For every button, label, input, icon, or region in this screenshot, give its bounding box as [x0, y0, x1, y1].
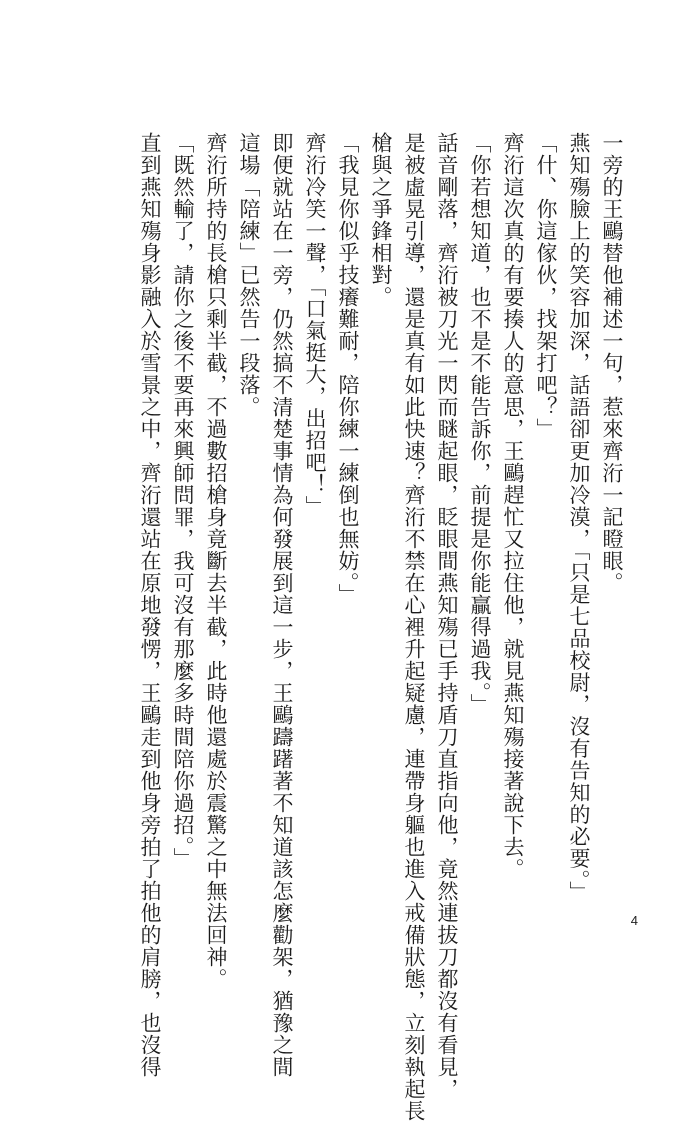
- text-column-12: 這場「陪練」已然告一段落。: [237, 132, 261, 418]
- text-column-2: 燕知殤臉上的笑容加深，話語卻更加冷漠，「只是七品校尉，沒有告知的必要。」: [567, 132, 591, 903]
- text-column-1: 一旁的王鷗替他補述一句，惹來齊洐一記瞪眼。: [600, 132, 624, 594]
- text-column-5: 「你若想知道，也不是不能告訴你，前提是你能贏得過我。」: [468, 132, 492, 716]
- text-column-4: 齊洐這次真的有要揍人的意思，王鷗趕忙又拉住他，就見燕知殤接著說下去。: [501, 132, 525, 880]
- page-number: 4: [630, 913, 638, 928]
- text-column-7: 是被虛晃引導，還是真有如此快速？齊洐不禁在心裡升起疑慮，連帶身軀也進入戒備狀態，立刻執起長: [402, 132, 426, 1122]
- text-column-6: 話音剛落，齊洐被刀光一閃而瞇起眼，眨眼間燕知殤已手持盾刀直指向他，竟然連拔刀都沒有看見，: [435, 132, 459, 1100]
- text-column-11: 即便就站在一旁，仍然搞不清楚事情為何發展到這一步，王鷗躊躇著不知道該怎麼勸架，猶豫之間: [270, 132, 294, 1078]
- body-text: [133, 132, 628, 1122]
- text-column-15: 直到燕知殤身影融入於雪景之中，齊洐還站在原地發愣，王鷗走到他身旁拍了拍他的肩膀，也沒得: [138, 132, 162, 1078]
- text-column-14: 「既然輸了，請你之後不要再來興師問罪，我可沒有那麼多時間陪你過招。」: [171, 132, 195, 870]
- text-column-10: 齊洐冷笑一聲，「口氣挺大，出招吧！」: [303, 132, 327, 518]
- text-column-9: 「我見你似乎技癢難耐，陪你練一練倒也無妨。」: [336, 132, 360, 606]
- text-column-8: 槍與之爭鋒相對。: [369, 132, 393, 308]
- text-column-13: 齊洐所持的長槍只剩半截，不過數招槍身竟斷去半截，此時他還處於震驚之中無法回神。: [204, 132, 228, 990]
- text-column-3: 「什、你這傢伙，找架打吧？」: [534, 132, 558, 440]
